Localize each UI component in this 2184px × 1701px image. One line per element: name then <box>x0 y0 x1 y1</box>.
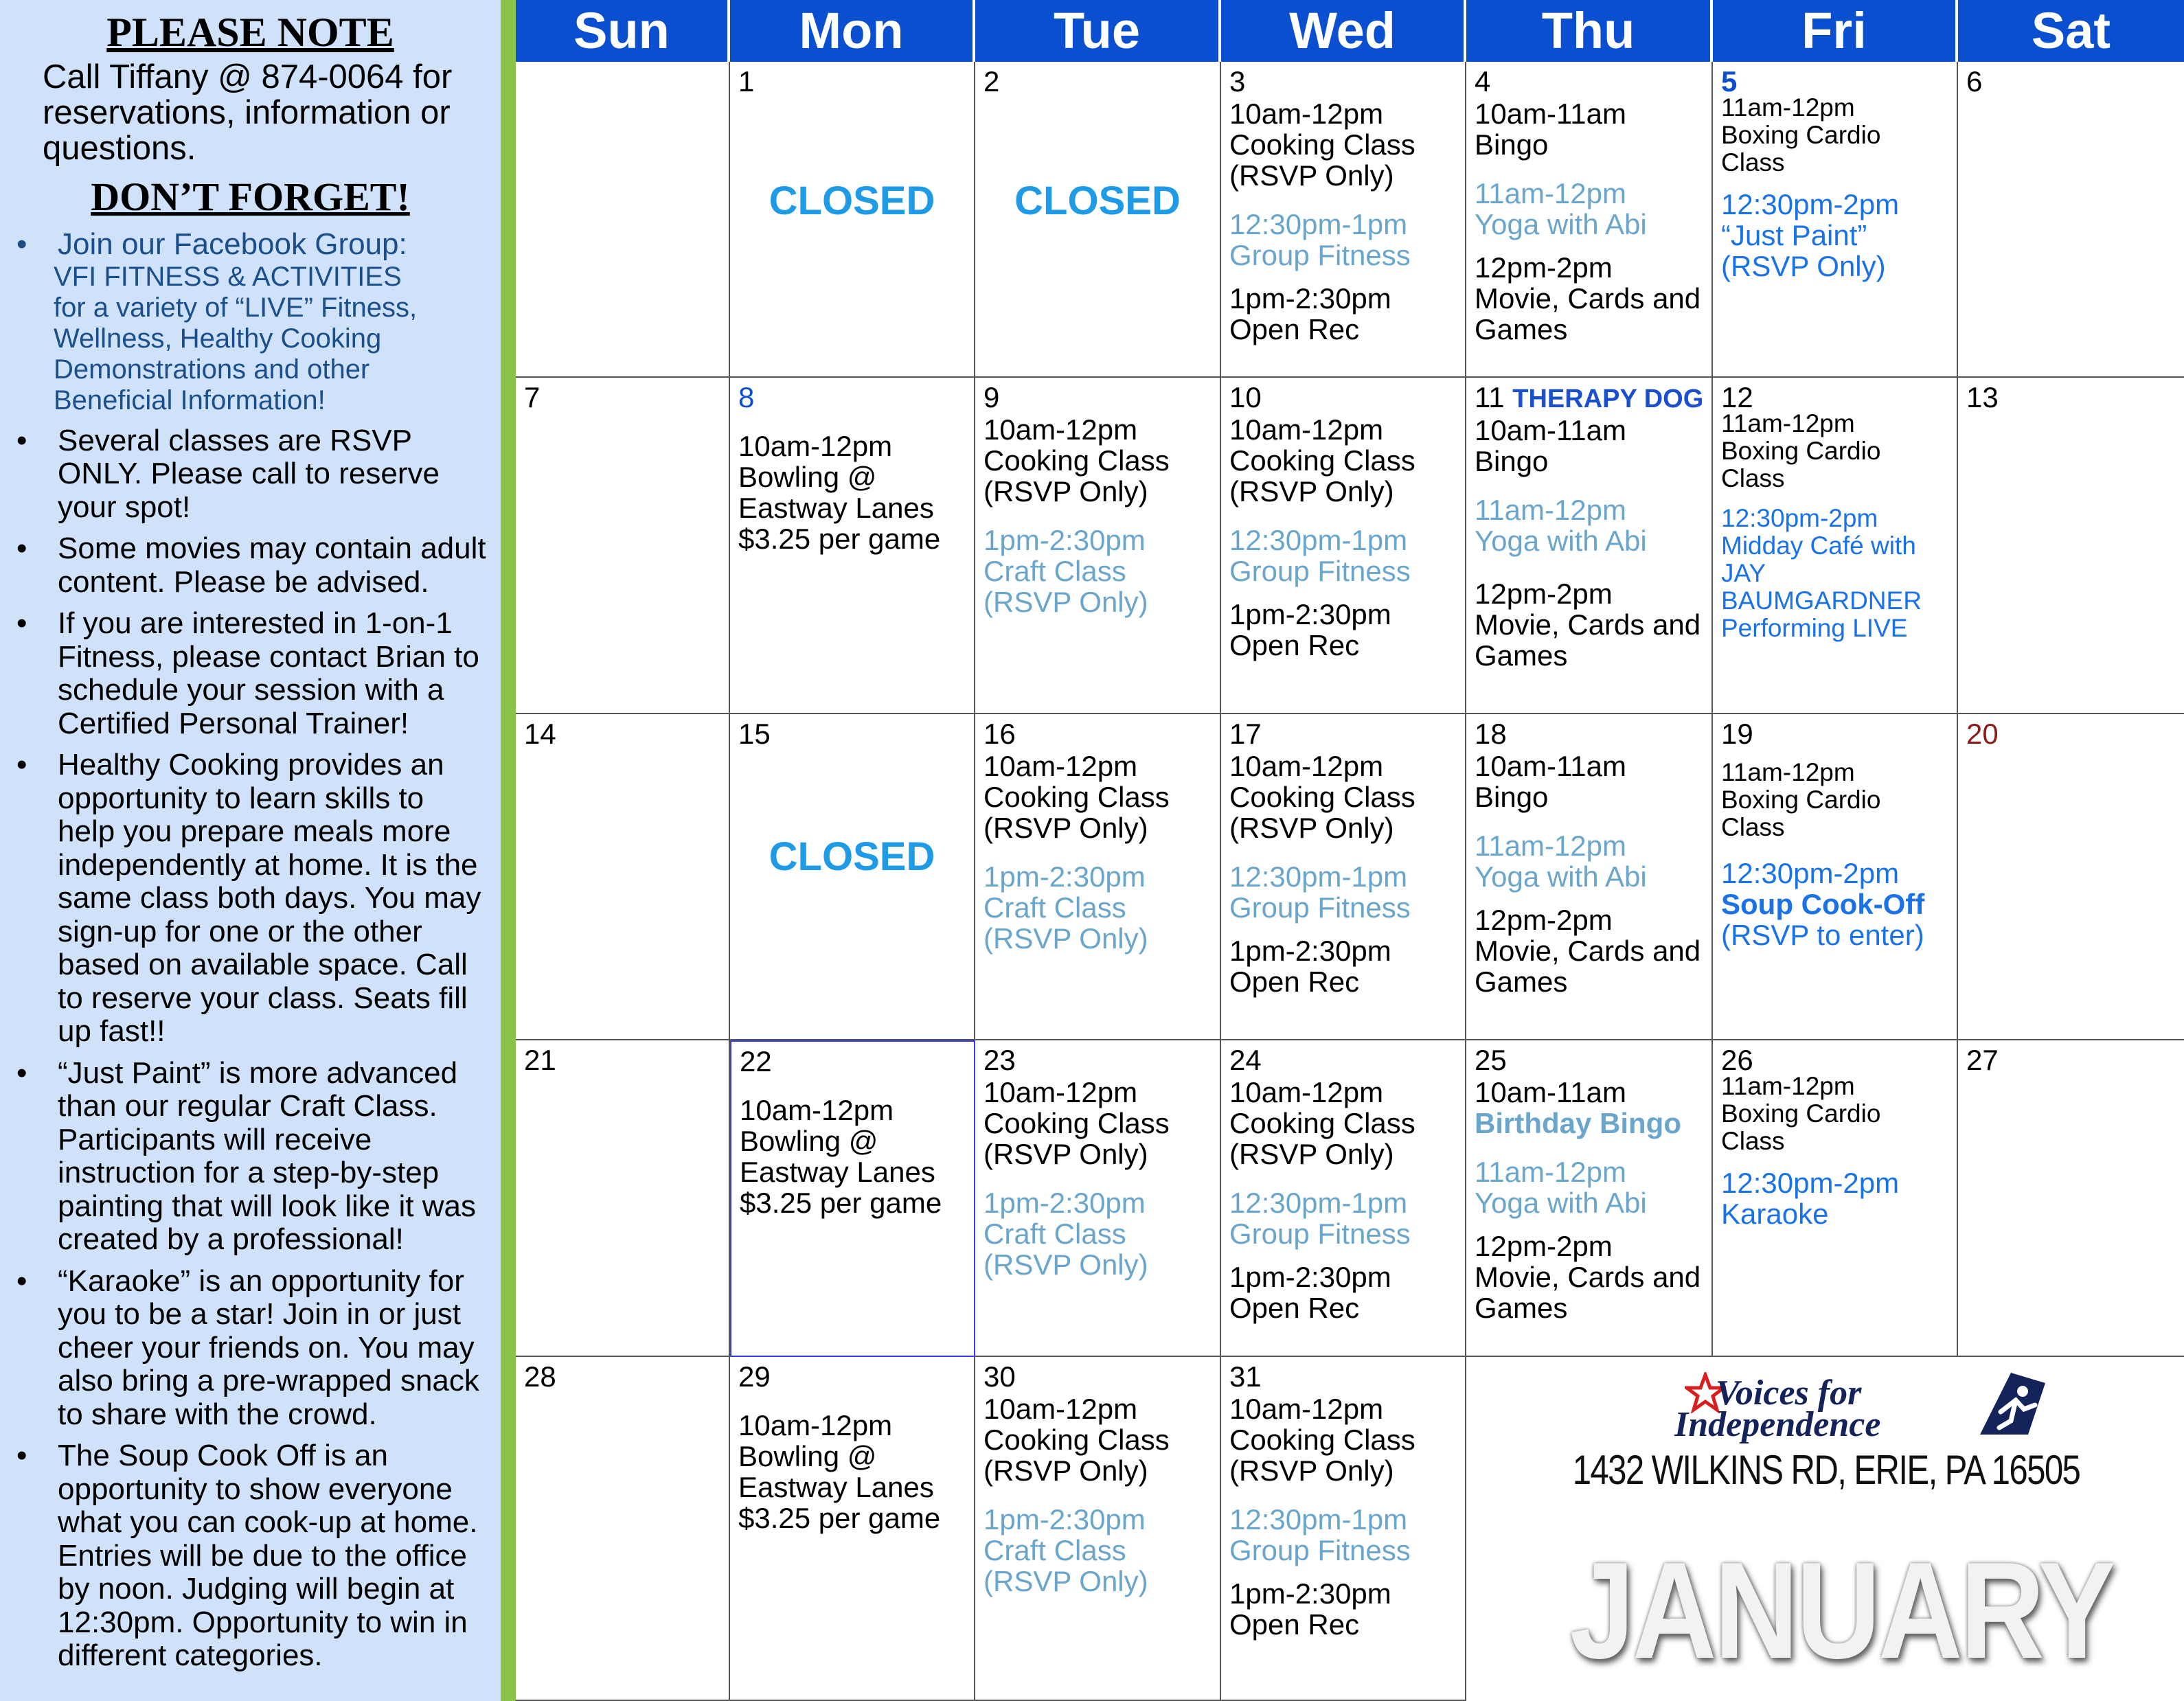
day-cell-27 <box>1958 1040 2184 1357</box>
day-header-sun: Sun <box>516 0 730 62</box>
event-open-rec: 1pm-2:30pm Open Rec <box>1229 598 1391 661</box>
day-number: 22 <box>740 1045 772 1077</box>
bullet-icon: • <box>16 606 27 640</box>
runner-icon <box>1973 1369 2049 1438</box>
event-open-rec: 1pm-2:30pm Open Rec <box>1229 1261 1391 1324</box>
month-title: JANUARY <box>1569 1534 2114 1687</box>
event-just-paint: 12:30pm-2pm “Just Paint” (RSVP Only) <box>1721 188 1900 282</box>
please-note-heading: PLEASE NOTE <box>106 10 394 55</box>
closed-label: CLOSED <box>1014 179 1181 223</box>
facebook-group-name: VFI FITNESS & ACTIVITIES <box>54 261 402 292</box>
day-cell-10 <box>1221 378 1466 714</box>
day-number: 19 <box>1721 718 1753 750</box>
day-number: 26 <box>1721 1044 1753 1076</box>
day-number: 14 <box>524 718 556 750</box>
bullet-icon: • <box>16 1439 27 1472</box>
notes-list <box>0 228 501 1673</box>
day-cell-11 <box>1466 378 1713 714</box>
day-number: 17 <box>1229 718 1262 750</box>
day-cell-empty <box>516 62 730 378</box>
note-text: “Karaoke” is an opportunity for you to be a star! Join in or just cheer your friends on. You may also bring a pre-wrapped snack to share with the crowd. <box>58 1264 479 1431</box>
event-midday-cafe: 12:30pm-2pm Midday Café with JAY BAUMGARDNER Performing LIVE <box>1721 504 1922 642</box>
day-number: 15 <box>738 718 771 750</box>
event-open-rec: 1pm-2:30pm Open Rec <box>1229 282 1391 345</box>
facebook-description: for a variety of “LIVE” Fitness, Wellness, Healthy Cooking Demonstrations and other Beneficial Information! <box>54 292 418 415</box>
event-bowling: 10am-12pm Bowling @ Eastway Lanes $3.25 per game <box>738 1409 941 1534</box>
note-item <box>0 1057 501 1257</box>
facebook-line1: Join our Facebook Group: <box>58 227 407 261</box>
event-craft: 1pm-2:30pm Craft Class (RSVP Only) <box>983 524 1148 618</box>
note-item <box>0 749 501 1049</box>
facebook-note <box>0 228 501 416</box>
day-cell-28 <box>516 1357 730 1701</box>
day-number: 13 <box>1966 381 1999 413</box>
day-cell-30 <box>975 1357 1221 1701</box>
organization-name: Voices for Independence <box>1674 1373 1881 1444</box>
event-fitness: 12:30pm-1pm Group Fitness <box>1229 208 1411 271</box>
event-yoga: 11am-12pm Yoga with Abi <box>1475 830 1647 893</box>
day-number: 11 <box>1475 381 1505 413</box>
event-fitness: 12:30pm-1pm Group Fitness <box>1229 1503 1411 1566</box>
green-divider <box>501 0 516 1701</box>
event-soup-cook-off: 12:30pm-2pm Soup Cook-Off (RSVP to enter) <box>1721 857 1925 951</box>
note-item <box>0 1265 501 1432</box>
day-cell-16 <box>975 714 1221 1040</box>
organization-footer <box>1468 1357 2184 1701</box>
note-text: “Just Paint” is more advanced than our regular Craft Class. Participants will receive instruction for a step-by-step painting that will look like it was created by a professional! <box>58 1055 476 1256</box>
day-cell-31 <box>1221 1357 1466 1701</box>
day-cell-20 <box>1958 714 2184 1040</box>
day-number: 21 <box>524 1044 556 1076</box>
event-cooking: 10am-12pm Cooking Class (RSVP Only) <box>1229 413 1415 507</box>
day-number: 3 <box>1229 65 1246 98</box>
day-header-sat: Sat <box>1958 0 2184 62</box>
bullet-icon: • <box>16 423 27 457</box>
day-cell-15 <box>730 714 975 1040</box>
event-movie: 12pm-2pm Movie, Cards and Games <box>1475 1230 1701 1324</box>
event-bowling: 10am-12pm Bowling @ Eastway Lanes $3.25 per game <box>738 430 941 555</box>
event-cooking: 10am-12pm Cooking Class (RSVP Only) <box>1229 750 1415 844</box>
note-text: Several classes are RSVP ONLY. Please call to reserve your spot! <box>58 423 440 524</box>
day-cell-5 <box>1713 62 1958 378</box>
note-text: Healthy Cooking provides an opportunity to learn skills to help you prepare meals more independently at home. It is the same class both days. You may sign-up for one or the other based on available space. Call to reserve your class. Seats fill up fast!! <box>58 748 481 1048</box>
event-cooking: 10am-12pm Cooking Class (RSVP Only) <box>983 1076 1170 1170</box>
bullet-icon: • <box>16 227 27 261</box>
event-craft: 1pm-2:30pm Craft Class (RSVP Only) <box>983 1503 1148 1597</box>
event-fitness: 12:30pm-1pm Group Fitness <box>1229 860 1411 924</box>
event-cooking: 10am-12pm Cooking Class (RSVP Only) <box>983 1393 1170 1487</box>
event-yoga: 11am-12pm Yoga with Abi <box>1475 177 1647 240</box>
event-boxing: 11am-12pm Boxing Cardio Class <box>1721 758 1881 841</box>
day-number: 31 <box>1229 1360 1262 1393</box>
note-text: The Soup Cook Off is an opportunity to show everyone what you can cook-up at home. Entries will be due to the office by noon. Judging will begin at 12:30pm. Opportunity to win in different categories. <box>58 1439 478 1672</box>
day-cell-26 <box>1713 1040 1958 1357</box>
event-yoga: 11am-12pm Yoga with Abi <box>1475 494 1647 557</box>
event-boxing: 11am-12pm Boxing Cardio Class <box>1721 1072 1881 1155</box>
day-cell-2 <box>975 62 1221 378</box>
day-cell-8 <box>730 378 975 714</box>
bullet-icon: • <box>16 748 27 781</box>
bullet-icon: • <box>16 532 27 565</box>
day-cell-17 <box>1221 714 1466 1040</box>
day-number: 16 <box>983 718 1016 750</box>
day-header-tue: Tue <box>975 0 1221 62</box>
day-cell-29 <box>730 1357 975 1701</box>
event-cooking: 10am-12pm Cooking Class (RSVP Only) <box>1229 98 1415 192</box>
day-header-thu: Thu <box>1466 0 1713 62</box>
event-cooking: 10am-12pm Cooking Class (RSVP Only) <box>983 413 1170 507</box>
event-karaoke: 12:30pm-2pm Karaoke <box>1721 1167 1900 1230</box>
note-text: If you are interested in 1-on-1 Fitness, please contact Brian to schedule your session with a Certified Personal Trainer! <box>58 606 479 740</box>
day-cell-24 <box>1221 1040 1466 1357</box>
event-open-rec: 1pm-2:30pm Open Rec <box>1229 1577 1391 1641</box>
day-number: 1 <box>738 65 755 98</box>
bullet-icon: • <box>16 1055 27 1090</box>
note-item <box>0 532 501 599</box>
dont-forget-heading: DON’T FORGET! <box>91 174 410 219</box>
day-number: 29 <box>738 1360 771 1393</box>
event-fitness: 12:30pm-1pm Group Fitness <box>1229 1187 1411 1250</box>
day-number: 12 <box>1721 381 1753 413</box>
day-number: 18 <box>1475 718 1507 750</box>
day-cell-18 <box>1466 714 1713 1040</box>
day-number: 20 <box>1966 718 1999 750</box>
note-item <box>0 424 501 525</box>
day-cell-6 <box>1958 62 2184 378</box>
day-number: 5 <box>1721 65 1738 98</box>
day-number: 10 <box>1229 381 1262 413</box>
event-birthday-bingo: 10am-11am Birthday Bingo <box>1475 1076 1681 1139</box>
closed-label: CLOSED <box>769 179 935 223</box>
event-bingo: 10am-11am Bingo <box>1475 414 1626 477</box>
event-yoga: 11am-12pm Yoga with Abi <box>1475 1156 1647 1219</box>
day-header-wed: Wed <box>1221 0 1466 62</box>
event-craft: 1pm-2:30pm Craft Class (RSVP Only) <box>983 1187 1148 1281</box>
day-cell-19 <box>1713 714 1958 1040</box>
event-boxing: 11am-12pm Boxing Cardio Class <box>1721 93 1881 176</box>
note-text: Some movies may contain adult content. Please be advised. <box>58 532 486 599</box>
contact-intro: Call Tiffany @ 874-0064 for reservations, information or questions. <box>43 58 453 167</box>
note-item <box>0 607 501 740</box>
day-number: 27 <box>1966 1044 1999 1076</box>
day-number: 25 <box>1475 1044 1507 1076</box>
closed-label: CLOSED <box>769 834 935 879</box>
day-header-mon: Mon <box>730 0 975 62</box>
day-cell-12 <box>1713 378 1958 714</box>
day-number: 6 <box>1966 65 1983 98</box>
day-cell-1 <box>730 62 975 378</box>
day-number: 23 <box>983 1044 1016 1076</box>
event-movie: 12pm-2pm Movie, Cards and Games <box>1475 251 1701 345</box>
day-cell-7 <box>516 378 730 714</box>
notes-sidebar <box>0 0 501 1701</box>
day-cell-4 <box>1466 62 1713 378</box>
event-movie: 12pm-2pm Movie, Cards and Games <box>1475 578 1701 672</box>
day-cell-25 <box>1466 1040 1713 1357</box>
day-number: 28 <box>524 1360 556 1393</box>
day-cell-13 <box>1958 378 2184 714</box>
day-cell-3 <box>1221 62 1466 378</box>
day-cell-21 <box>516 1040 730 1357</box>
organization-address: 1432 WILKINS RD, ERIE, PA 16505 <box>1572 1447 2080 1493</box>
therapy-dog-label: THERAPY DOG <box>1512 385 1704 413</box>
day-cell-14 <box>516 714 730 1040</box>
event-cooking: 10am-12pm Cooking Class (RSVP Only) <box>1229 1076 1415 1170</box>
day-header-fri: Fri <box>1713 0 1958 62</box>
event-fitness: 12:30pm-1pm Group Fitness <box>1229 524 1411 587</box>
day-number: 30 <box>983 1360 1016 1393</box>
event-craft: 1pm-2:30pm Craft Class (RSVP Only) <box>983 860 1148 955</box>
note-item <box>0 1439 501 1673</box>
day-cell-23 <box>975 1040 1221 1357</box>
day-number: 4 <box>1475 65 1491 98</box>
event-cooking: 10am-12pm Cooking Class (RSVP Only) <box>1229 1393 1415 1487</box>
day-number: 9 <box>983 381 1000 413</box>
event-bingo: 10am-11am Bingo <box>1475 98 1626 161</box>
day-cell-9 <box>975 378 1221 714</box>
event-bowling: 10am-12pm Bowling @ Eastway Lanes $3.25 per game <box>740 1094 942 1219</box>
event-movie: 12pm-2pm Movie, Cards and Games <box>1475 904 1701 998</box>
event-bingo: 10am-11am Bingo <box>1475 750 1626 813</box>
event-open-rec: 1pm-2:30pm Open Rec <box>1229 935 1391 998</box>
day-number: 24 <box>1229 1044 1262 1076</box>
day-number: 7 <box>524 381 541 413</box>
day-number: 2 <box>983 65 1000 98</box>
day-cell-22 <box>730 1040 975 1357</box>
event-boxing: 11am-12pm Boxing Cardio Class <box>1721 409 1881 492</box>
event-cooking: 10am-12pm Cooking Class (RSVP Only) <box>983 750 1170 844</box>
day-number: 8 <box>738 381 755 413</box>
bullet-icon: • <box>16 1264 27 1298</box>
